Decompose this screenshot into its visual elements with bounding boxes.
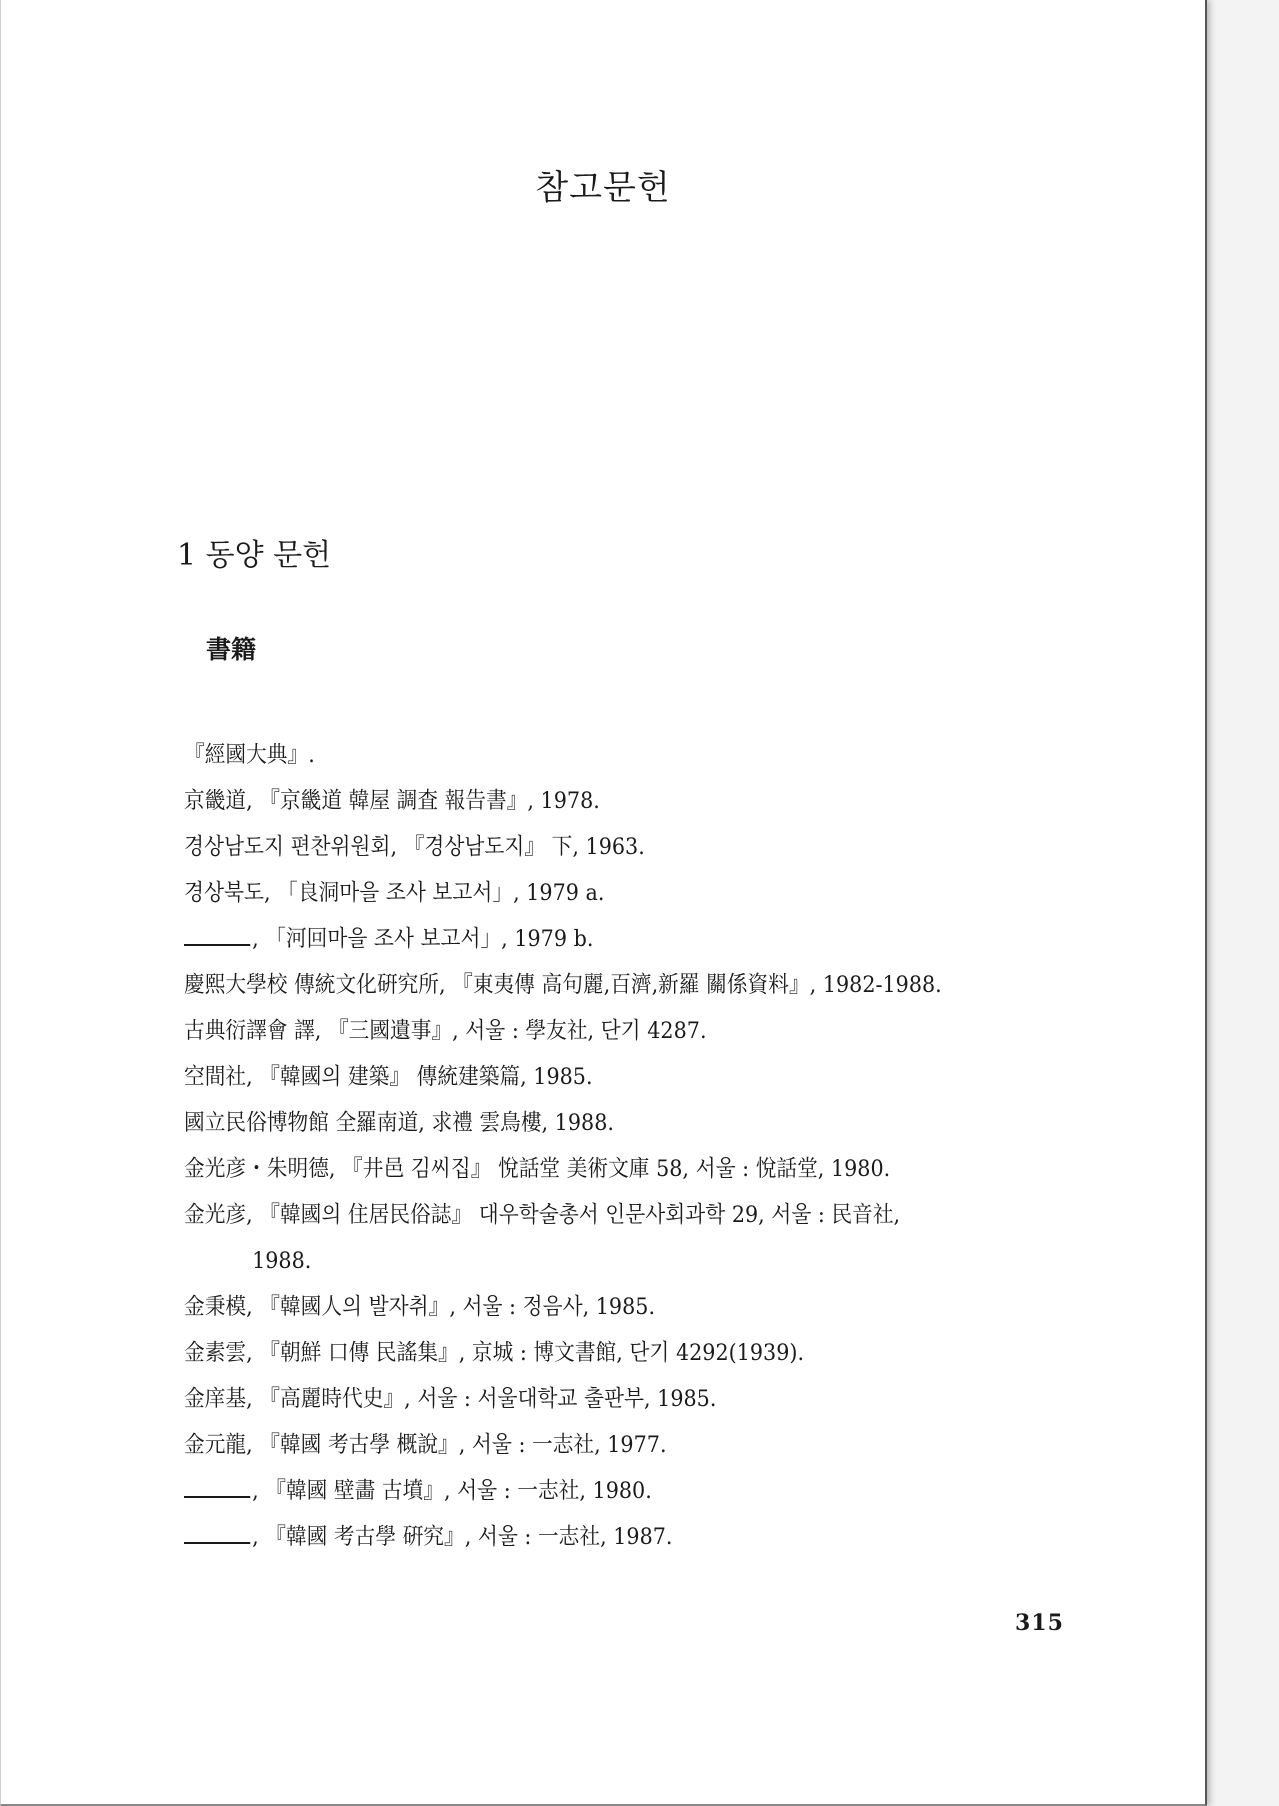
reference-item <box>184 824 1012 870</box>
ditto-blank-line <box>184 1470 250 1498</box>
reference-text: 경상북도, 「良洞마을 조사 보고서」, 1979 a. <box>184 880 605 906</box>
reference-text: 金庠基, 『高麗時代史』, 서울 : 서울대학교 출판부, 1985. <box>184 1386 717 1412</box>
page-number: 315 <box>1015 1610 1064 1636</box>
reference-text: 空間社, 『韓國의 建築』 傳統建築篇, 1985. <box>184 1064 593 1090</box>
reference-item <box>184 1008 1012 1054</box>
reference-text: 京畿道, 『京畿道 韓屋 調査 報告書』, 1978. <box>184 788 600 814</box>
page-title: 참고문헌 <box>535 168 671 208</box>
reference-text: , 『韓國 壁畵 古墳』, 서울 : 一志社, 1980. <box>252 1478 652 1504</box>
reference-text: 金秉模, 『韓國人의 발자취』, 서울 : 정음사, 1985. <box>184 1294 656 1320</box>
reference-item <box>184 778 1012 824</box>
reference-item <box>184 1468 1012 1514</box>
reference-item <box>184 870 1012 916</box>
subsection-heading: 書籍 <box>206 635 257 664</box>
reference-text: 國立民俗博物館 全羅南道, 求禮 雲鳥樓, 1988. <box>184 1110 614 1136</box>
reference-text: 『經國大典』. <box>184 742 315 768</box>
reference-text: 金元龍, 『韓國 考古學 概說』, 서울 : 一志社, 1977. <box>184 1432 667 1458</box>
reference-item <box>184 916 1012 962</box>
reference-item <box>184 1284 1012 1330</box>
reference-text: , 「河回마을 조사 보고서」, 1979 b. <box>252 926 594 952</box>
ditto-blank-line <box>184 1516 250 1544</box>
reference-text: 古典衍譯會 譯, 『三國遺事』, 서울 : 學友社, 단기 4287. <box>184 1018 707 1044</box>
reference-text: 金光彦・朱明德, 『井邑 김씨집』 悅話堂 美術文庫 58, 서울 : 悅話堂, 1980. <box>184 1156 891 1182</box>
ditto-blank-line <box>184 918 250 946</box>
reference-item <box>184 732 1012 778</box>
reference-text: 金素雲, 『朝鮮 口傳 民謠集』, 京城 : 博文書館, 단기 4292(1939). <box>184 1340 805 1366</box>
reference-text: 경상남도지 편찬위원회, 『경상남도지』 下, 1963. <box>184 834 645 860</box>
reference-item <box>184 962 1012 1008</box>
reference-text: , 『韓國 考古學 硏究』, 서울 : 一志社, 1987. <box>252 1524 673 1550</box>
reference-item <box>184 1422 1012 1468</box>
section-heading: 1 동양 문헌 <box>177 538 332 573</box>
reference-item <box>184 1054 1012 1100</box>
reference-item <box>184 1376 1012 1422</box>
reference-text: 金光彦, 『韓國의 住居民俗誌』 대우학술총서 인문사회과학 29, 서울 : 民音社, <box>184 1202 901 1228</box>
reference-item <box>184 1100 1012 1146</box>
reference-item <box>184 1330 1012 1376</box>
reference-list <box>184 732 1084 1560</box>
reference-item <box>184 1192 1012 1284</box>
reference-item <box>184 1146 1012 1192</box>
reference-item <box>184 1514 1012 1560</box>
reference-text: 慶熙大學校 傳統文化硏究所, 『東夷傳 高句麗,百濟,新羅 關係資料』, 1982-1988. <box>184 972 942 998</box>
reference-continuation: 1988. <box>252 1248 312 1274</box>
